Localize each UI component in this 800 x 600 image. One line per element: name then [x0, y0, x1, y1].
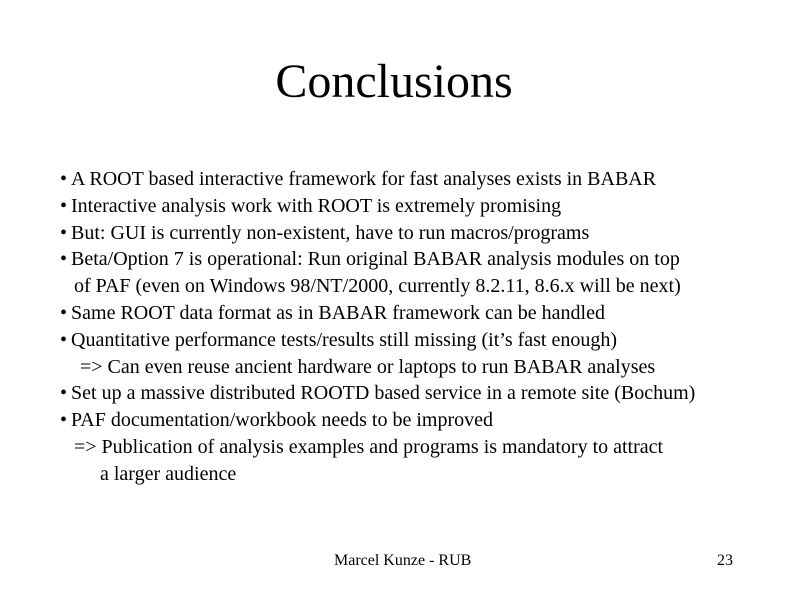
bullet-text: Set up a massive distributed ROOTD based service in a remote site (Bochum) [71, 382, 696, 405]
bullet-text: PAF documentation/workbook needs to be improved [71, 409, 494, 432]
bullet-icon: • [60, 328, 68, 351]
footer-author: Marcel Kunze - RUB [334, 552, 472, 569]
bullet-item [60, 380, 790, 407]
sub-point [60, 354, 790, 381]
bullet-text: But: GUI is currently non-existent, have to run macros/programs [71, 221, 590, 244]
page-number: 23 [717, 552, 733, 569]
sub-point-continuation [60, 461, 790, 488]
bullet-item [60, 166, 790, 193]
bullet-icon: • [60, 194, 68, 217]
bullet-text: Interactive analysis work with ROOT is extremely promising [71, 194, 562, 217]
sub-point-text: a larger audience [100, 462, 237, 485]
bullet-item [60, 193, 790, 220]
bullet-text: of PAF (even on Windows 98/NT/2000, currently 8.2.11, 8.6.x will be next) [74, 275, 681, 298]
bullet-item [60, 407, 790, 434]
slide-body [60, 166, 790, 488]
bullet-icon: • [60, 221, 68, 244]
bullet-text: Quantitative performance tests/results still missing (it’s fast enough) [71, 328, 618, 351]
bullet-item [60, 300, 790, 327]
sub-point-text: => Publication of analysis examples and programs is mandatory to attract [74, 435, 664, 458]
bullet-icon: • [60, 301, 68, 324]
bullet-icon: • [60, 168, 68, 190]
bullet-text: Same ROOT data format as in BABAR framework can be handled [71, 301, 605, 324]
bullet-item [60, 327, 790, 354]
bullet-icon: • [60, 409, 68, 432]
bullet-text: Beta/Option 7 is operational: Run original BABAR analysis modules on top [71, 248, 680, 271]
bullet-item [60, 246, 790, 273]
sub-point-text: => Can even reuse ancient hardware or laptops to run BABAR analyses [80, 355, 656, 378]
bullet-icon: • [60, 248, 68, 271]
slide-title: Conclusions [275, 55, 513, 108]
bullet-continuation [60, 273, 790, 300]
bullet-icon: • [60, 382, 68, 405]
sub-point [60, 434, 790, 461]
bullet-item [60, 220, 790, 247]
bullet-text: A ROOT based interactive framework for fast analyses exists in BABAR [71, 168, 657, 190]
